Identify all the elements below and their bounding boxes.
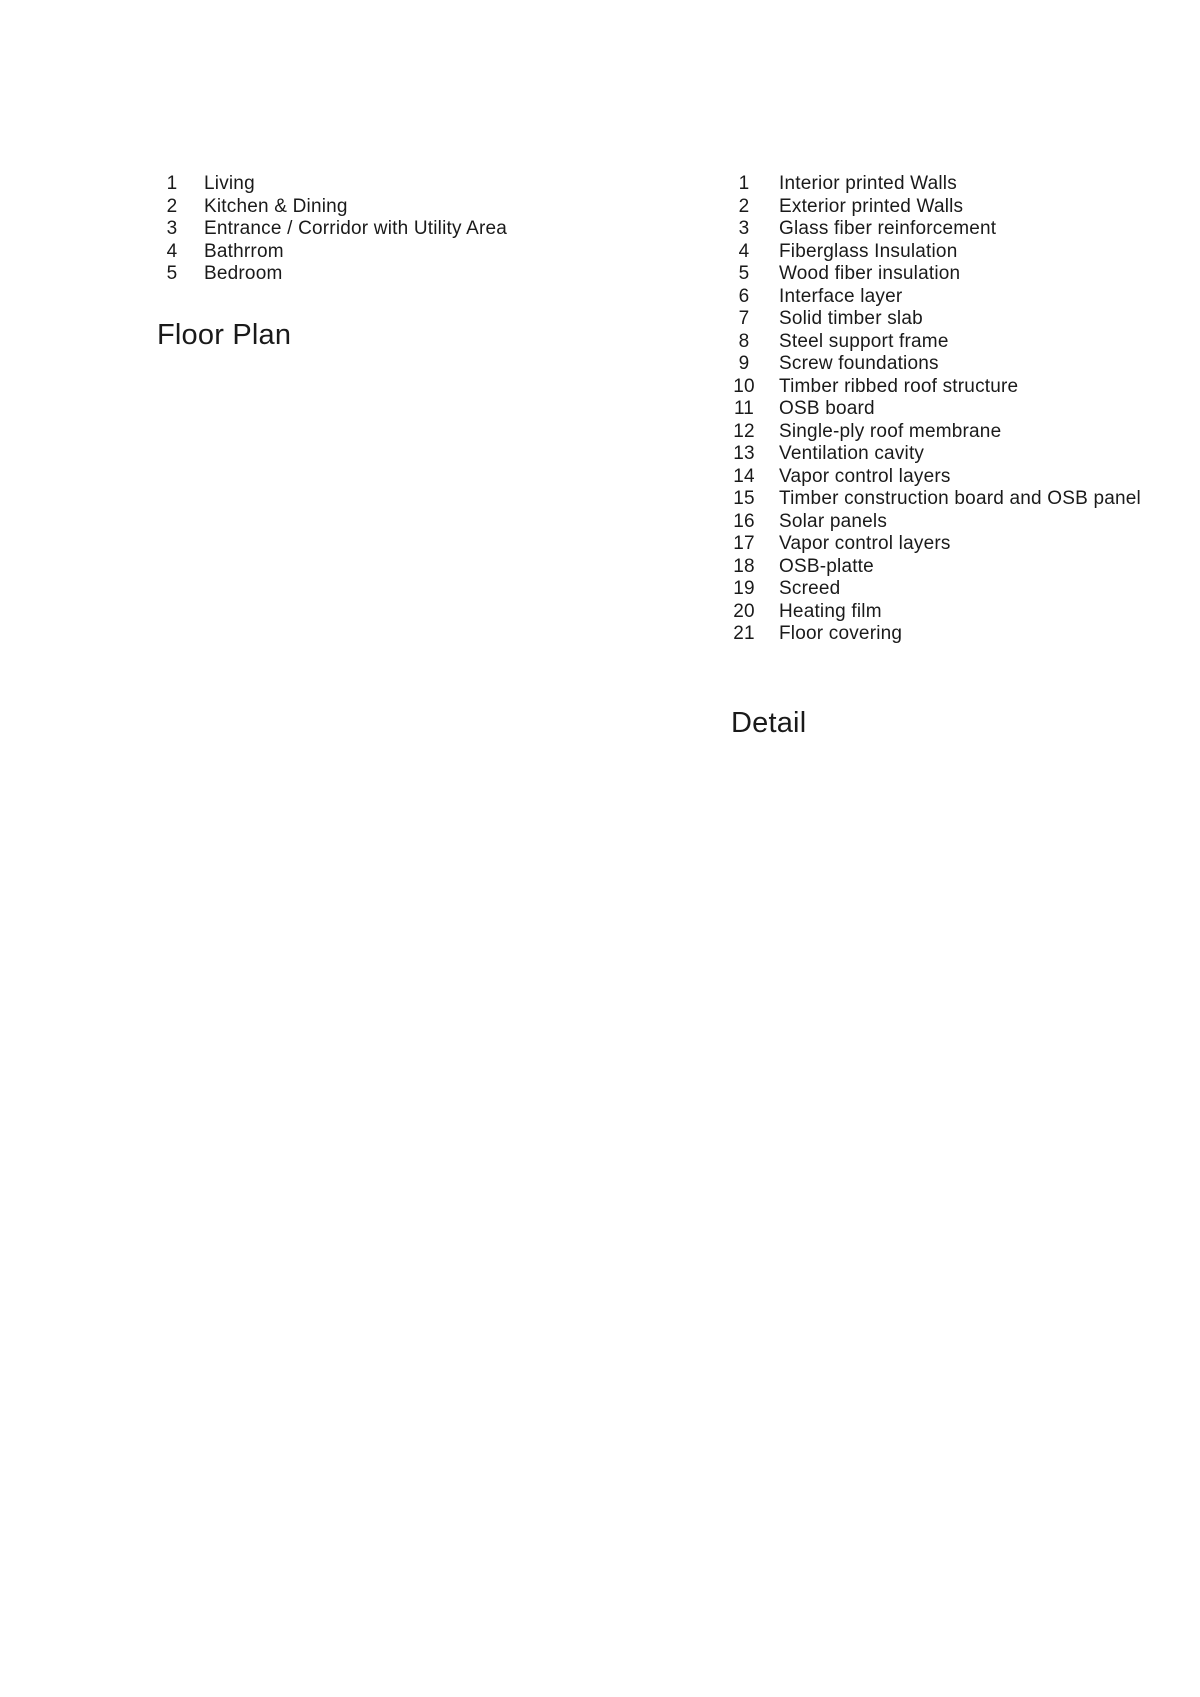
legend-item-number: 4 xyxy=(166,240,178,262)
legend-item xyxy=(728,331,1141,354)
legend-item xyxy=(728,578,1141,601)
legend-item-number: 12 xyxy=(733,420,755,442)
legend-item-number: 6 xyxy=(738,285,750,307)
legend-item xyxy=(728,173,1141,196)
legend-item-number: 1 xyxy=(738,173,750,194)
legend-item-label: OSB-platte xyxy=(779,555,874,577)
legend-item-label: Ventilation cavity xyxy=(779,443,925,464)
legend-item xyxy=(728,398,1141,421)
legend-item xyxy=(728,556,1141,579)
legend-item-label: Living xyxy=(204,173,255,194)
legend-item-number: 5 xyxy=(166,263,178,284)
legend-item-number: 5 xyxy=(738,263,750,284)
legend-item xyxy=(156,218,507,241)
legend-item-number: 14 xyxy=(733,465,755,487)
legend-item-label: Glass fiber reinforcement xyxy=(779,218,997,239)
legend-item-label: Solar panels xyxy=(779,510,888,532)
legend-item xyxy=(156,241,507,264)
legend-item xyxy=(728,353,1141,376)
legend-item-label: Vapor control layers xyxy=(779,533,951,554)
legend-item-number: 4 xyxy=(738,240,750,262)
legend-item-number: 13 xyxy=(733,443,755,464)
legend-item xyxy=(728,218,1141,241)
legend-item-label: Floor covering xyxy=(779,623,903,644)
legend-item-number: 3 xyxy=(166,218,178,239)
legend-item-number: 2 xyxy=(738,195,750,217)
legend-item-label: Screw foundations xyxy=(779,353,939,374)
legend-item-label: Steel support frame xyxy=(779,330,949,352)
legend-item-number: 19 xyxy=(733,578,755,599)
legend-item-label: Bathrrom xyxy=(204,240,284,262)
legend-item-number: 16 xyxy=(733,510,755,532)
legend-item xyxy=(728,196,1141,219)
legend-item-label: Solid timber slab xyxy=(779,308,923,329)
legend-item xyxy=(728,376,1141,399)
legend-item-label: Kitchen & Dining xyxy=(204,195,348,217)
legend-item-number: 15 xyxy=(733,488,755,509)
legend-item xyxy=(728,488,1141,511)
legend-item xyxy=(728,511,1141,534)
legend-item-label: Screed xyxy=(779,578,841,599)
legend-item-label: Wood fiber insulation xyxy=(779,263,961,284)
legend-item-label: Entrance / Corridor with Utility Area xyxy=(204,218,508,239)
legend-item xyxy=(728,286,1141,309)
detail-legend-list xyxy=(728,173,1141,646)
legend-item-label: Interface layer xyxy=(779,285,903,307)
legend-item-label: Exterior printed Walls xyxy=(779,195,964,217)
legend-item xyxy=(728,263,1141,286)
legend-item xyxy=(156,196,507,219)
legend-item-number: 10 xyxy=(733,375,755,397)
legend-item-label: Vapor control layers xyxy=(779,465,951,487)
floor-plan-heading: Floor Plan xyxy=(157,319,292,351)
legend-item-number: 3 xyxy=(738,218,750,239)
legend-item-number: 21 xyxy=(733,623,755,644)
legend-item xyxy=(728,308,1141,331)
legend-item-label: Timber construction board and OSB panel xyxy=(779,488,1141,509)
legend-item-label: Heating film xyxy=(779,600,882,622)
detail-heading: Detail xyxy=(731,707,807,739)
legend-item xyxy=(156,263,507,286)
legend-item xyxy=(728,601,1141,624)
legend-item-label: Single-ply roof membrane xyxy=(779,420,1002,442)
legend-item xyxy=(156,173,507,196)
legend-item-label: Timber ribbed roof structure xyxy=(779,375,1019,397)
legend-item-label: Interior printed Walls xyxy=(779,173,957,194)
legend-item-number: 1 xyxy=(166,173,178,194)
legend-item-number: 7 xyxy=(738,308,750,329)
legend-item xyxy=(728,421,1141,444)
legend-item xyxy=(728,533,1141,556)
legend-item-label: OSB board xyxy=(779,398,875,419)
legend-item xyxy=(728,466,1141,489)
legend-item-number: 20 xyxy=(733,600,755,622)
legend-item-number: 9 xyxy=(738,353,750,374)
legend-item-number: 8 xyxy=(738,330,750,352)
legend-item-number: 11 xyxy=(733,398,755,419)
legend-item xyxy=(728,443,1141,466)
legend-item-label: Bedroom xyxy=(204,263,283,284)
legend-item-number: 18 xyxy=(733,555,755,577)
legend-item xyxy=(728,241,1141,264)
legend-item xyxy=(728,623,1141,646)
legend-item-number: 2 xyxy=(166,195,178,217)
floor-plan-legend-list xyxy=(156,173,507,286)
legend-item-label: Fiberglass Insulation xyxy=(779,240,958,262)
legend-item-number: 17 xyxy=(733,533,755,554)
